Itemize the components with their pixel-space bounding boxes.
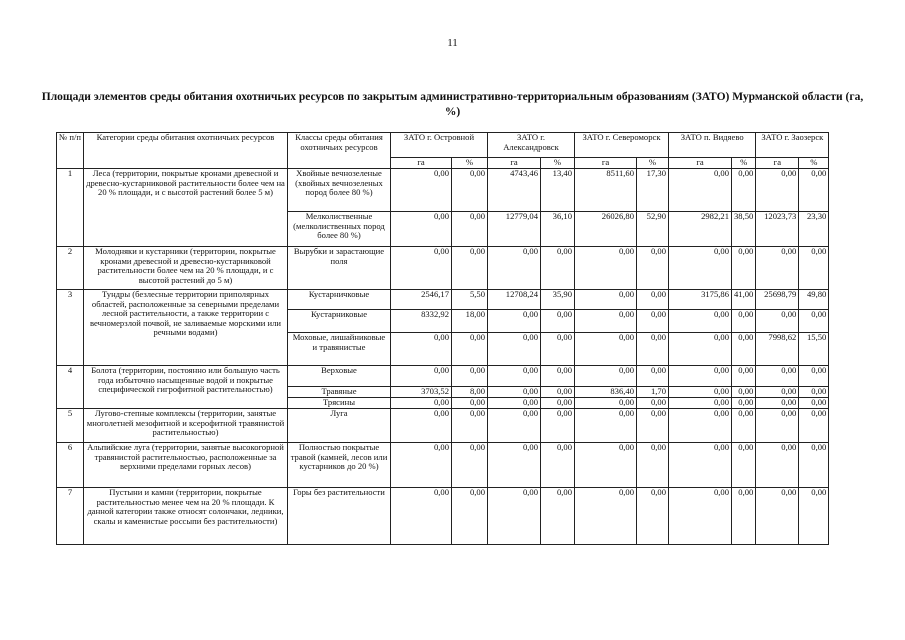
value-cell: 0,00	[452, 488, 488, 545]
value-cell: 35,90	[541, 290, 575, 310]
value-cell: 0,00	[732, 366, 756, 387]
header-ha: га	[391, 158, 452, 169]
value-cell: 0,00	[756, 488, 799, 545]
row-number: 7	[57, 488, 84, 545]
value-cell: 0,00	[732, 409, 756, 443]
value-cell: 0,00	[575, 366, 637, 387]
value-cell: 0,00	[669, 409, 732, 443]
value-cell: 0,00	[756, 366, 799, 387]
header-ha: га	[488, 158, 541, 169]
value-cell: 12708,24	[488, 290, 541, 310]
value-cell: 8511,60	[575, 169, 637, 212]
value-cell: 0,00	[637, 409, 669, 443]
value-cell: 0,00	[637, 366, 669, 387]
value-cell: 0,00	[391, 366, 452, 387]
value-cell: 0,00	[541, 247, 575, 290]
value-cell: 0,00	[541, 398, 575, 409]
value-cell: 18,00	[452, 310, 488, 333]
category-cell: Альпийские луга (территории, занятые высокогорной травянистой растительностью, расположенные за верхними пределами горных лесов)	[84, 443, 288, 488]
value-cell: 26026,80	[575, 212, 637, 247]
value-cell: 0,00	[452, 247, 488, 290]
class-cell: Моховые, лишайниковые и травянистые	[288, 333, 391, 366]
value-cell: 0,00	[669, 398, 732, 409]
category-cell: Болота (территории, постоянно или большую часть года избыточно насыщенные водой и покрытые специфической гигрофитной растительностью)	[84, 366, 288, 409]
value-cell: 0,00	[452, 169, 488, 212]
value-cell: 0,00	[637, 333, 669, 366]
class-cell: Мелколиственные (мелколиственных пород более 80 %)	[288, 212, 391, 247]
value-cell: 0,00	[488, 409, 541, 443]
header-no: № п/п	[57, 133, 84, 169]
value-cell: 0,00	[541, 443, 575, 488]
value-cell: 0,00	[799, 398, 829, 409]
value-cell: 0,00	[488, 443, 541, 488]
value-cell: 0,00	[756, 443, 799, 488]
table-title: Площади элементов среды обитания охотничьих ресурсов по закрытым административно-территориальным образованиям (ЗАТО) Мурманской области (га, %)	[41, 91, 864, 118]
value-cell: 0,00	[452, 333, 488, 366]
category-cell: Молодняки и кустарники (территории, покрытые кронами древесной и древесно-кустарниковой растительности более чем на 20 % площади, и с высотой растений до 5 м)	[84, 247, 288, 290]
value-cell: 0,00	[488, 333, 541, 366]
value-cell: 0,00	[575, 247, 637, 290]
value-cell: 0,00	[732, 333, 756, 366]
value-cell: 2982,21	[669, 212, 732, 247]
header-pct: %	[799, 158, 829, 169]
value-cell: 0,00	[799, 488, 829, 545]
value-cell: 0,00	[575, 333, 637, 366]
value-cell: 0,00	[756, 387, 799, 398]
value-cell: 0,00	[756, 169, 799, 212]
header-ha: га	[575, 158, 637, 169]
header-class: Классы среды обитания охотничьих ресурсов	[288, 133, 391, 169]
value-cell: 7998,62	[756, 333, 799, 366]
header-zato-vidyaevo: ЗАТО п. Видяево	[669, 133, 756, 158]
value-cell: 0,00	[732, 310, 756, 333]
class-cell: Кустарничковые	[288, 290, 391, 310]
value-cell: 0,00	[756, 310, 799, 333]
value-cell: 0,00	[452, 366, 488, 387]
table-row	[57, 488, 829, 545]
table-row	[57, 443, 829, 488]
header-pct: %	[732, 158, 756, 169]
value-cell: 836,40	[575, 387, 637, 398]
value-cell: 0,00	[488, 310, 541, 333]
value-cell: 0,00	[452, 212, 488, 247]
value-cell: 0,00	[452, 443, 488, 488]
value-cell: 8332,92	[391, 310, 452, 333]
class-cell: Верховые	[288, 366, 391, 387]
value-cell: 0,00	[669, 366, 732, 387]
page-number: 11	[447, 37, 458, 49]
table-row	[57, 409, 829, 443]
header-pct: %	[452, 158, 488, 169]
category-cell: Лугово-степные комплексы (территории, занятые многолетней мезофитной и ксерофитной травянистой растительностью)	[84, 409, 288, 443]
value-cell: 41,00	[732, 290, 756, 310]
value-cell: 12779,04	[488, 212, 541, 247]
habitat-area-table	[56, 132, 829, 545]
value-cell: 0,00	[637, 290, 669, 310]
row-number: 1	[57, 169, 84, 247]
row-number: 5	[57, 409, 84, 443]
value-cell: 0,00	[452, 398, 488, 409]
value-cell: 0,00	[488, 398, 541, 409]
header-zato-aleksandrovsk: ЗАТО г. Александровск	[488, 133, 575, 158]
class-cell: Полностью покрытые травой (камней, лесов или кустарников до 20 %)	[288, 443, 391, 488]
value-cell: 5,50	[452, 290, 488, 310]
value-cell: 0,00	[391, 443, 452, 488]
header-zato-severomorsk: ЗАТО г. Североморск	[575, 133, 669, 158]
class-cell: Трясины	[288, 398, 391, 409]
value-cell: 0,00	[756, 398, 799, 409]
value-cell: 0,00	[732, 387, 756, 398]
value-cell: 8,00	[452, 387, 488, 398]
row-number: 6	[57, 443, 84, 488]
value-cell: 25698,79	[756, 290, 799, 310]
value-cell: 0,00	[391, 488, 452, 545]
row-number: 3	[57, 290, 84, 366]
header-zato-ostrovnoy: ЗАТО г. Островной	[391, 133, 488, 158]
header-category: Категории среды обитания охотничьих ресурсов	[84, 133, 288, 169]
value-cell: 0,00	[575, 310, 637, 333]
value-cell: 0,00	[669, 387, 732, 398]
header-zato-zaozersk: ЗАТО г. Заозерск	[756, 133, 829, 158]
value-cell: 0,00	[541, 310, 575, 333]
value-cell: 13,40	[541, 169, 575, 212]
value-cell: 0,00	[732, 443, 756, 488]
value-cell: 0,00	[541, 366, 575, 387]
value-cell: 0,00	[637, 247, 669, 290]
value-cell: 12023,73	[756, 212, 799, 247]
value-cell: 0,00	[575, 398, 637, 409]
header-pct: %	[541, 158, 575, 169]
class-cell: Вырубки и зарастающие поля	[288, 247, 391, 290]
value-cell: 23,30	[799, 212, 829, 247]
value-cell: 0,00	[799, 247, 829, 290]
value-cell: 0,00	[732, 169, 756, 212]
value-cell: 0,00	[669, 488, 732, 545]
value-cell: 52,90	[637, 212, 669, 247]
class-cell: Травяные	[288, 387, 391, 398]
value-cell: 0,00	[637, 310, 669, 333]
value-cell: 0,00	[541, 333, 575, 366]
value-cell: 0,00	[541, 409, 575, 443]
category-cell: Пустыни и камни (территории, покрытые растительностью менее чем на 20 % площади. К данной категории также относят солончаки, ледники, скалы и каменистые россыпи без растительности)	[84, 488, 288, 545]
value-cell: 0,00	[799, 409, 829, 443]
table-row	[57, 366, 829, 387]
value-cell: 15,50	[799, 333, 829, 366]
value-cell: 0,00	[541, 387, 575, 398]
value-cell: 0,00	[575, 443, 637, 488]
value-cell: 0,00	[669, 169, 732, 212]
value-cell: 2546,17	[391, 290, 452, 310]
value-cell: 0,00	[732, 488, 756, 545]
value-cell: 36,10	[541, 212, 575, 247]
class-cell: Луга	[288, 409, 391, 443]
value-cell: 0,00	[488, 247, 541, 290]
value-cell: 0,00	[637, 488, 669, 545]
value-cell: 0,00	[488, 366, 541, 387]
value-cell: 0,00	[488, 488, 541, 545]
value-cell: 0,00	[669, 310, 732, 333]
value-cell: 0,00	[488, 387, 541, 398]
class-cell: Хвойные вечнозеленые (хвойных вечнозеленых пород более 80 %)	[288, 169, 391, 212]
value-cell: 0,00	[452, 409, 488, 443]
value-cell: 0,00	[575, 488, 637, 545]
category-cell: Тундры (безлесные территории приполярных областей, расположенные за северными пределами лесной растительности, а также территории с вечномерзлой почвой, не заливаемые морскими или речными водами)	[84, 290, 288, 366]
value-cell: 0,00	[799, 310, 829, 333]
value-cell: 0,00	[391, 247, 452, 290]
table-row	[57, 290, 829, 310]
value-cell: 0,00	[669, 333, 732, 366]
header-ha: га	[669, 158, 732, 169]
value-cell: 0,00	[391, 398, 452, 409]
value-cell: 0,00	[669, 247, 732, 290]
value-cell: 17,30	[637, 169, 669, 212]
table-row	[57, 169, 829, 212]
value-cell: 0,00	[799, 169, 829, 212]
value-cell: 0,00	[637, 443, 669, 488]
row-number: 4	[57, 366, 84, 409]
value-cell: 0,00	[391, 409, 452, 443]
class-cell: Горы без растительности	[288, 488, 391, 545]
row-number: 2	[57, 247, 84, 290]
value-cell: 0,00	[799, 443, 829, 488]
value-cell: 0,00	[391, 169, 452, 212]
value-cell: 3175,86	[669, 290, 732, 310]
value-cell: 0,00	[756, 247, 799, 290]
value-cell: 0,00	[575, 409, 637, 443]
value-cell: 3703,52	[391, 387, 452, 398]
value-cell: 0,00	[799, 387, 829, 398]
class-cell: Кустарниковые	[288, 310, 391, 333]
value-cell: 0,00	[669, 443, 732, 488]
value-cell: 0,00	[391, 212, 452, 247]
header-pct: %	[637, 158, 669, 169]
value-cell: 0,00	[732, 247, 756, 290]
header-ha: га	[756, 158, 799, 169]
value-cell: 0,00	[637, 398, 669, 409]
category-cell: Леса (территории, покрытые кронами древесной и древесно-кустарниковой растительности более чем на 20 % площади, и с высотой растений более 5 м)	[84, 169, 288, 247]
table-row	[57, 247, 829, 290]
value-cell: 0,00	[575, 290, 637, 310]
value-cell: 4743,46	[488, 169, 541, 212]
value-cell: 0,00	[732, 398, 756, 409]
value-cell: 0,00	[391, 333, 452, 366]
value-cell: 49,80	[799, 290, 829, 310]
value-cell: 0,00	[799, 366, 829, 387]
value-cell: 38,50	[732, 212, 756, 247]
value-cell: 1,70	[637, 387, 669, 398]
value-cell: 0,00	[541, 488, 575, 545]
value-cell: 0,00	[756, 409, 799, 443]
